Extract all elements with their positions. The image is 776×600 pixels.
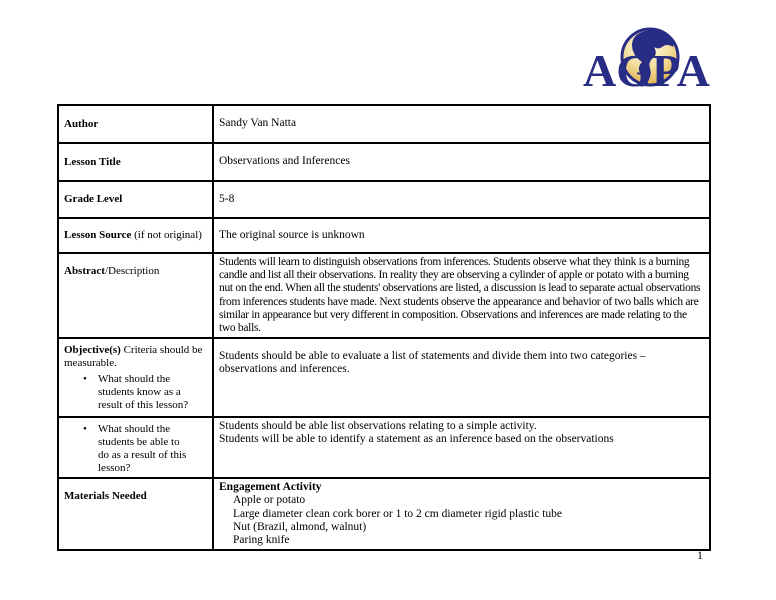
objective-know-value-cell (213, 338, 710, 417)
grade-level-value-cell (213, 181, 710, 218)
abstract-value-cell (213, 253, 710, 338)
objective-know-question: What should the students know as a result of this lesson? (98, 373, 189, 412)
objective-know-bullet-item (64, 373, 207, 412)
table-row-objective-know (58, 338, 710, 417)
lesson-title-label-cell (58, 143, 213, 181)
author-label: Author (64, 117, 99, 130)
materials-item: Paring knife (233, 534, 290, 547)
materials-heading: Engagement Activity (219, 481, 322, 494)
table-row-author (58, 105, 710, 143)
objective-heading-rest: Criteria should be measurable. (64, 344, 203, 370)
objective-do-line2: Students will be able to identify a statement as an inference based on the observations (219, 433, 614, 446)
materials-item: Nut (Brazil, almond, walnut) (233, 520, 367, 533)
lesson-source-label-cell (58, 218, 213, 253)
materials-label-cell (58, 478, 213, 550)
table-row-lesson-source (58, 218, 710, 253)
objective-do-value-cell (213, 417, 710, 478)
lesson-source-value: The original source is unknown (219, 228, 365, 241)
lesson-plan-table (57, 104, 711, 551)
lesson-source-label-suffix: (if not original) (131, 229, 202, 241)
agpa-logo (582, 26, 716, 92)
objective-do-question: What should the students be able to do as a result of this lesson? (98, 423, 187, 475)
objective-know-text: Students should be able to evaluate a list of statements and divide them into two categories – observations and inferences. (219, 350, 646, 376)
table-row-abstract (58, 253, 710, 338)
grade-level-label-cell (58, 181, 213, 218)
lesson-title-label: Lesson Title (64, 155, 121, 168)
objective-know-label-cell (58, 338, 213, 417)
author-value: Sandy Van Natta (219, 117, 297, 130)
abstract-label-cell (58, 253, 213, 338)
materials-label: Materials Needed (64, 490, 147, 503)
objective-heading-bold: Objective(s) (64, 344, 121, 357)
abstract-label-suffix: /Description (104, 265, 160, 277)
grade-level-label: Grade Level (64, 193, 123, 205)
logo-text-right: PA (652, 45, 710, 92)
table-row-materials (58, 478, 710, 550)
abstract-text: Students will learn to distinguish observations from inferences. Students observe what they think is a burning candle and list all their observations. In reality they are observing a cylinder of apple or potato with a burning nut on the end. When all the students' observations are listed, a discussion is lead to separate actual observations from inferences students have made. Next students observe the appearance and behavior of two balls which are similar in appearance but very different in composition. Observations and inferences are made relating to the two balls. (219, 256, 701, 335)
materials-item: Large diameter clean cork borer or 1 to 2 cm diameter rigid plastic tube (233, 507, 563, 520)
author-label-cell (58, 105, 213, 143)
grade-level-value: 5-8 (219, 192, 235, 205)
materials-value-cell (213, 478, 710, 550)
logo-text-left: AG (583, 45, 652, 92)
lesson-title-value-cell (213, 143, 710, 181)
table-row-objective-do (58, 417, 710, 478)
abstract-label: Abstract (64, 265, 105, 277)
table-row-lesson-title (58, 143, 710, 181)
bullet-icon: • (83, 423, 87, 436)
objective-do-bullet-item (64, 423, 207, 475)
lesson-source-label: Lesson Source (64, 229, 132, 241)
objective-heading (64, 344, 207, 370)
bullet-icon: • (83, 373, 87, 386)
materials-item: Apple or potato (233, 494, 306, 507)
page-number: 1 (697, 548, 703, 562)
author-value-cell (213, 105, 710, 143)
lesson-title-value: Observations and Inferences (219, 155, 350, 168)
lesson-source-value-cell (213, 218, 710, 253)
objective-do-line1: Students should be able list observations relating to a simple activity. (219, 420, 537, 433)
table-row-grade-level (58, 181, 710, 218)
objective-do-label-cell (58, 417, 213, 478)
